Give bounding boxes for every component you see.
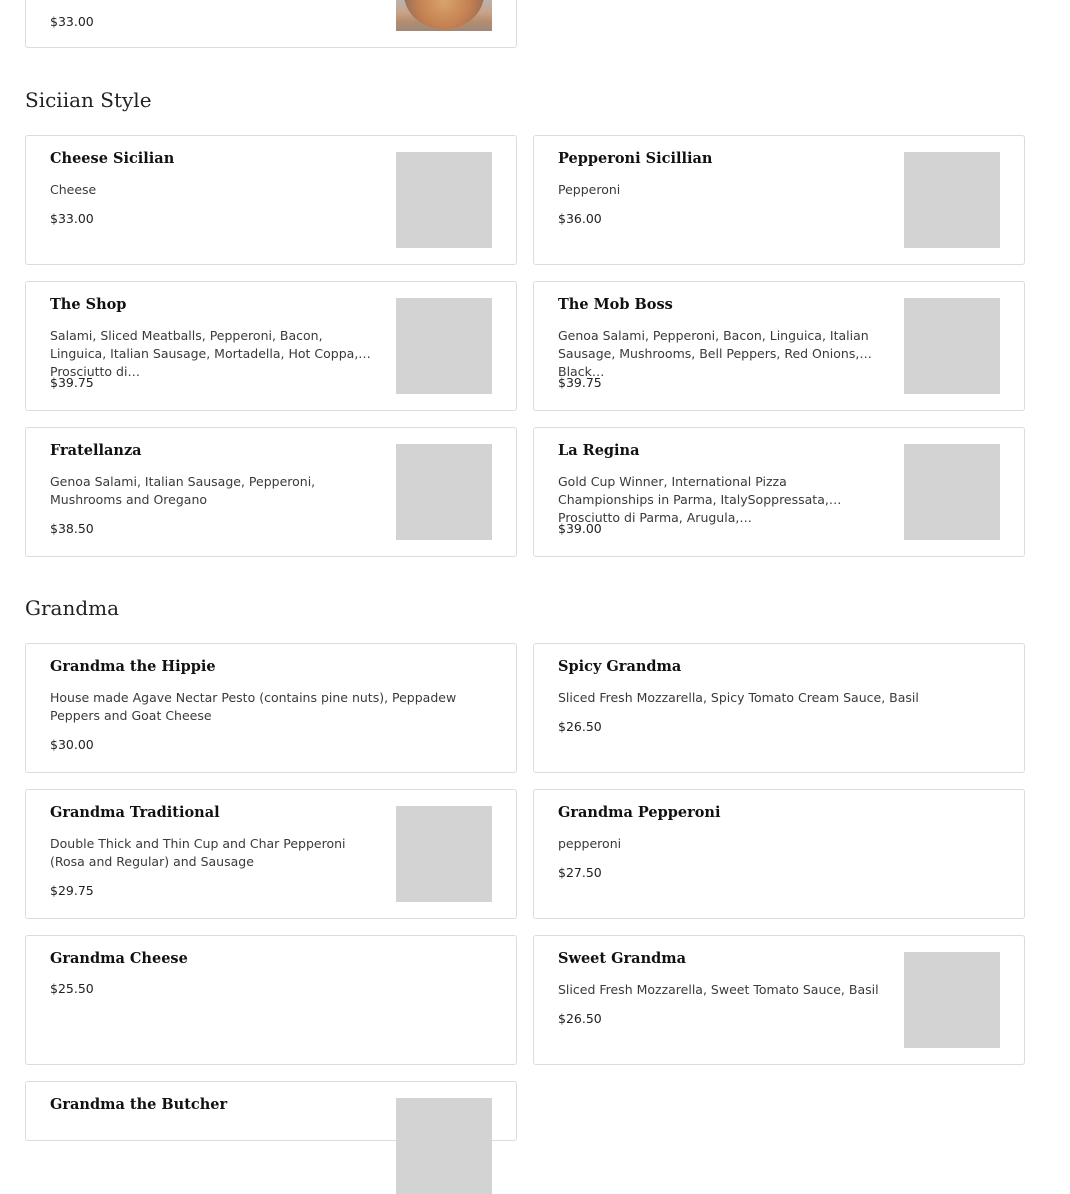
item-image-placeholder: [396, 444, 492, 540]
item-price: $39.00: [558, 521, 602, 536]
item-description: Cheese: [50, 182, 97, 197]
item-name: Grandma Traditional: [50, 804, 220, 821]
item-name: The Mob Boss: [558, 296, 673, 313]
item-name: Pepperoni Sicillian: [558, 150, 713, 167]
menu-item-card[interactable]: [533, 935, 1025, 1065]
item-price: $39.75: [558, 375, 602, 390]
menu-item-card[interactable]: [533, 427, 1025, 557]
item-description: Salami, Sliced Meatballs, Pepperoni, Bacon, Linguica, Italian Sausage, Mortadella, Hot Coppa, Prosciutto di…: [50, 328, 359, 379]
menu-item-card[interactable]: [25, 0, 517, 48]
item-name: Sweet Grandma: [558, 950, 686, 967]
item-description: Sliced Fresh Mozzarella, Sweet Tomato Sauce, Basil: [558, 982, 879, 997]
menu-item-card[interactable]: [25, 135, 517, 265]
item-image-placeholder: [396, 806, 492, 902]
item-price: $33.00: [50, 211, 94, 226]
item-image-placeholder: [396, 152, 492, 248]
item-description: Pepperoni: [558, 182, 621, 197]
item-price: $26.50: [558, 1011, 602, 1026]
pizza-photo: [396, 0, 492, 31]
item-description: Gold Cup Winner, International Pizza Championships in Parma, ItalySoppressata, Prosciutto di Parma, Arugula,…: [558, 474, 829, 525]
item-name: Grandma the Hippie: [50, 658, 216, 675]
item-name: Fratellanza: [50, 442, 142, 459]
item-image-placeholder: [904, 298, 1000, 394]
menu-item-card[interactable]: [25, 643, 517, 773]
menu-item-card[interactable]: [533, 281, 1025, 411]
item-description: pepperoni: [558, 836, 622, 851]
item-name: La Regina: [558, 442, 640, 459]
section-title-grandma: Grandma: [25, 596, 120, 620]
item-description: Sliced Fresh Mozzarella, Spicy Tomato Cream Sauce, Basil: [558, 690, 919, 705]
item-price: $26.50: [558, 719, 602, 734]
menu-item-card[interactable]: [533, 643, 1025, 773]
menu-item-card[interactable]: [25, 427, 517, 557]
item-price: $29.75: [50, 883, 94, 898]
menu-item-card[interactable]: [25, 281, 517, 411]
item-name: Grandma Cheese: [50, 950, 188, 967]
item-name: Cheese Sicilian: [50, 150, 175, 167]
menu-item-card[interactable]: [533, 789, 1025, 919]
menu-item-card[interactable]: [25, 1081, 517, 1141]
item-name: Grandma Pepperoni: [558, 804, 721, 821]
item-name: The Shop: [50, 296, 127, 313]
item-image-placeholder: [904, 152, 1000, 248]
item-description: Double Thick and Thin Cup and Char Pepperoni (Rosa and Regular) and Sausage: [50, 836, 346, 869]
item-description: Genoa Salami, Pepperoni, Bacon, Linguica, Italian Sausage, Mushrooms, Bell Peppers, Red Onions, Black…: [558, 328, 869, 379]
item-name: Grandma the Butcher: [50, 1096, 228, 1113]
item-description: House made Agave Nectar Pesto (contains pine nuts), Peppadew Peppers and Goat Cheese: [50, 690, 457, 723]
item-description: Genoa Salami, Italian Sausage, Pepperoni, Mushrooms and Oregano: [50, 474, 316, 507]
item-price: $27.50: [558, 865, 602, 880]
item-price: $25.50: [50, 981, 94, 996]
item-image-placeholder: [396, 1098, 492, 1194]
item-image-placeholder: [904, 444, 1000, 540]
menu-item-card[interactable]: [25, 935, 517, 1065]
menu-item-card[interactable]: [25, 789, 517, 919]
item-image-placeholder: [904, 952, 1000, 1048]
item-price: $39.75: [50, 375, 94, 390]
item-price: $36.00: [558, 211, 602, 226]
item-name: Spicy Grandma: [558, 658, 682, 675]
section-title-sicilian: Siciian Style: [25, 88, 152, 112]
item-price: $38.50: [50, 521, 94, 536]
item-price: $33.00: [50, 14, 94, 29]
item-price: $30.00: [50, 737, 94, 752]
item-image-placeholder: [396, 298, 492, 394]
menu-item-card[interactable]: [533, 135, 1025, 265]
